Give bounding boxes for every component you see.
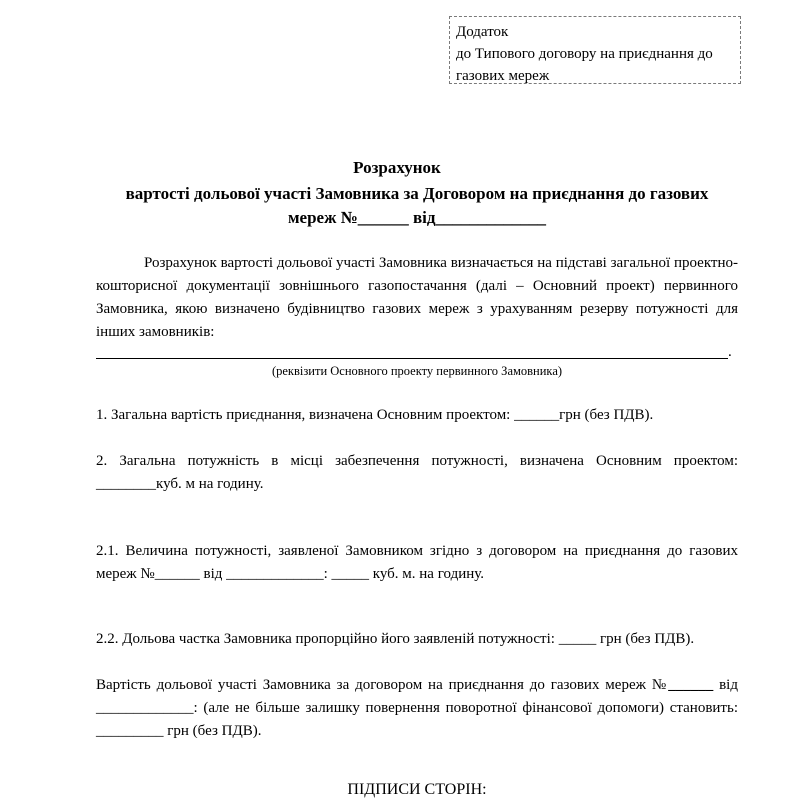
- item-2-2: 2.2. Дольова частка Замовника пропорційно його заявленій потужності: _____ грн (без ПДВ).: [96, 631, 695, 647]
- document-heading: Розрахунок: [353, 158, 441, 177]
- item-2-1: 2.1. Величина потужності, заявленої Замовником згідно з договором на приєднання до газових мереж №______ від _____________: _____ куб. м. на годину.: [96, 543, 738, 582]
- item-1: 1. Загальна вартість приєднання, визначена Основним проектом: ______грн (без ПДВ).: [96, 407, 654, 423]
- project-details-line: [96, 358, 728, 359]
- cost-number-blank: ______: [668, 677, 714, 693]
- annex-line-1: Додаток: [456, 24, 509, 40]
- cost-paragraph: [96, 674, 738, 743]
- subtitle-line-1: вартості дольової участі Замовника за Договором на приєднання до газових: [125, 184, 709, 203]
- project-details-caption: (реквізити Основного проекту первинного Замовника): [271, 364, 563, 378]
- cost-text-a: Вартість дольової участі Замовника за договором на приєднання до газових мереж №: [96, 677, 669, 693]
- cost-text-c: від _____________: (але не більше залишку повернення поворотної фінансової допомоги) становить: _________ грн (без ПДВ).: [96, 677, 738, 739]
- item-2: 2. Загальна потужність в місці забезпечення потужності, визначена Основним проектом: ________куб. м на годину.: [96, 453, 738, 492]
- intro-paragraph: Розрахунок вартості дольової участі Замовника визначається на підставі загальної проектно-кошторисної документації зовнішнього газопостачання (далі – Основний проект) первинного Замовника, якою визначено будівництво газових мереж з урахуванням резерву потужності для інших замовників:: [96, 255, 738, 340]
- annex-line-3: газових мереж: [456, 68, 550, 84]
- subtitle-line-2: мереж №______ від_____________: [287, 208, 547, 227]
- project-details-dot: .: [728, 344, 732, 360]
- annex-line-2: до Типового договору на приєднання до: [456, 46, 713, 62]
- document-subtitle: [104, 182, 730, 230]
- signatures-heading: ПІДПИСИ СТОРІН:: [347, 781, 487, 798]
- annex-box: [449, 16, 741, 84]
